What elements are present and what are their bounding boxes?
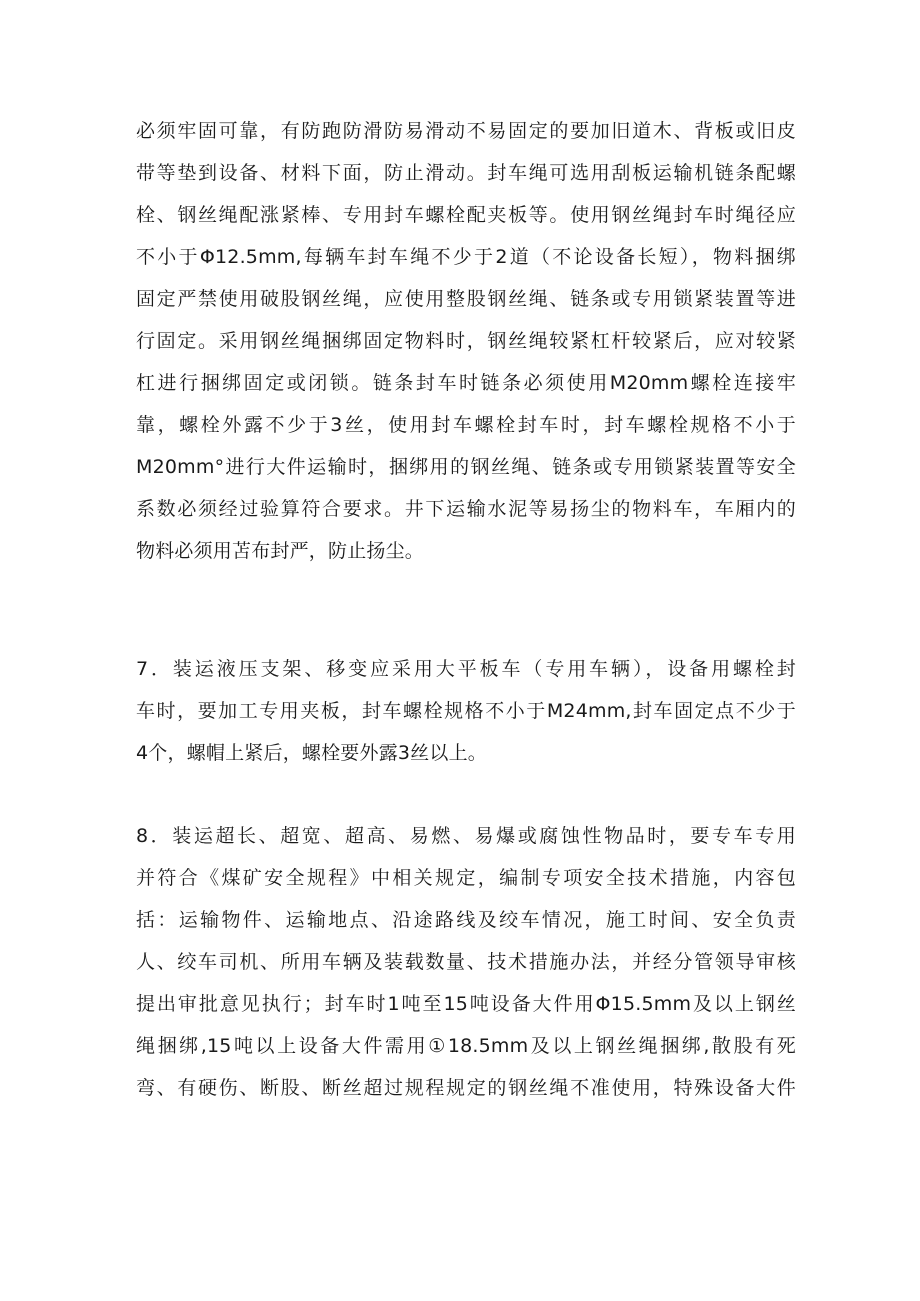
text-line: 固定严禁使用破股钢丝绳，应使用整股钢丝绳、链条或专用锁紧装置等进 bbox=[136, 288, 796, 310]
text-line: 绳捆绑,15吨以上设备大件需用①18.5mm及以上钢丝绳捆绑,散股有死 bbox=[136, 1035, 796, 1057]
text-line: 带等垫到设备、材料下面，防止滑动。封车绳可选用刮板运输机链条配螺 bbox=[136, 162, 796, 184]
text-line: 栓、钢丝绳配涨紧棒、专用封车螺栓配夹板等。使用钢丝绳封车时绳径应 bbox=[136, 204, 796, 226]
text-line: 7．装运液压支架、移变应采用大平板车（专用车辆），设备用螺栓封 bbox=[136, 658, 796, 680]
text-line: 提出审批意见执行；封车时1吨至15吨设备大件用Φ15.5mm及以上钢丝 bbox=[136, 993, 796, 1015]
text-line: M20mm°进行大件运输时，捆绑用的钢丝绳、链条或专用锁紧装置等安全 bbox=[136, 456, 796, 478]
text-line: 8．装运超长、超宽、超高、易燃、易爆或腐蚀性物品时，要专车专用 bbox=[136, 825, 796, 847]
text-line: 不小于Φ12.5mm,每辆车封车绳不少于2道（不论设备长短），物料捆绑 bbox=[136, 246, 796, 268]
paragraph-securing-materials bbox=[136, 110, 796, 572]
text-line: 靠，螺栓外露不少于3丝，使用封车螺栓封车时，封车螺栓规格不小于 bbox=[136, 414, 796, 436]
text-line: 并符合《煤矿安全规程》中相关规定，编制专项安全技术措施，内容包 bbox=[136, 867, 796, 889]
text-line: 括：运输物件、运输地点、沿途路线及绞车情况，施工时间、安全负责 bbox=[136, 909, 796, 931]
text-line: 物料必须用苫布封严，防止扬尘。 bbox=[136, 540, 425, 562]
text-line: 4个，螺帽上紧后，螺栓要外露3丝以上。 bbox=[136, 742, 487, 764]
text-line: 杠进行捆绑固定或闭锁。链条封车时链条必须使用M20mm螺栓连接牢 bbox=[136, 372, 796, 394]
text-line: 必须牢固可靠，有防跑防滑防易滑动不易固定的要加旧道木、背板或旧皮 bbox=[136, 120, 796, 142]
text-line: 人、绞车司机、所用车辆及装载数量、技术措施办法，并经分管领导审核 bbox=[136, 951, 796, 973]
paragraph-item-7 bbox=[136, 648, 796, 774]
paragraph-item-8 bbox=[136, 815, 796, 1109]
text-line: 车时，要加工专用夹板，封车螺栓规格不小于M24mm,封车固定点不少于 bbox=[136, 700, 796, 722]
text-line: 弯、有硬伤、断股、断丝超过规程规定的钢丝绳不准使用，特殊设备大件 bbox=[136, 1077, 796, 1099]
text-line: 行固定。采用钢丝绳捆绑固定物料时，钢丝绳较紧杠杆较紧后，应对较紧 bbox=[136, 330, 796, 352]
text-line: 系数必须经过验算符合要求。井下运输水泥等易扬尘的物料车，车厢内的 bbox=[136, 498, 796, 520]
